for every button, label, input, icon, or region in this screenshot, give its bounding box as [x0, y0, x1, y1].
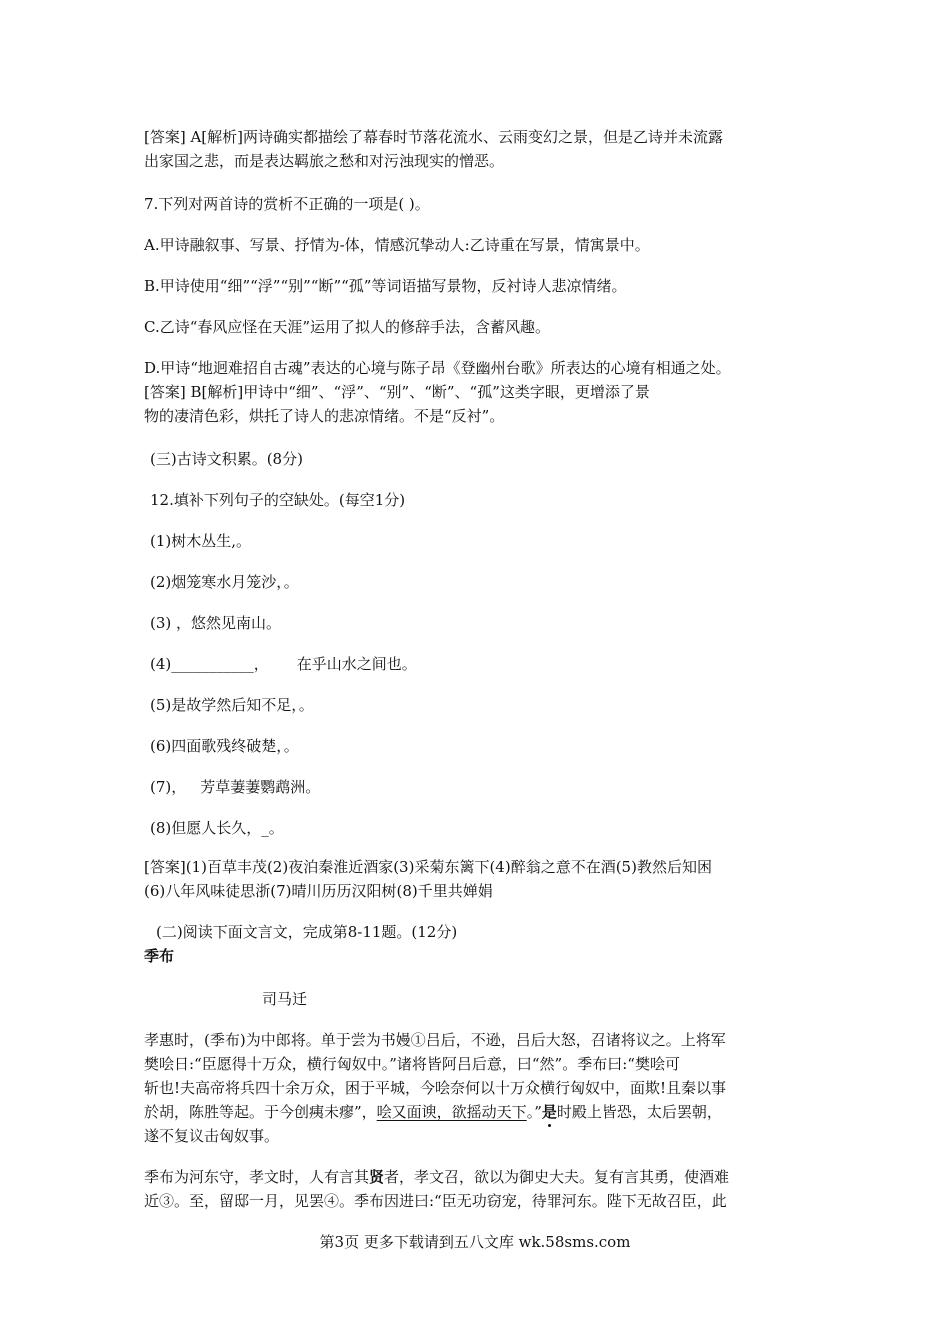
q12-item-7-number: (7)， — [150, 778, 187, 796]
bold-emphasis-char: 贤 — [369, 1168, 385, 1186]
q7-option-c: C.乙诗“春风应怪在天涯”运用了拟人的修辞手法，含蓄风趣。 — [144, 318, 551, 336]
passage-text: 季布为河东守，孝文时，人有言其 — [144, 1168, 370, 1186]
q12-answer-line-1: [答案](1)百草丰茂(2)夜泊秦淮近酒家(3)采菊东篱下(4)醉翁之意不在酒(5)教然后知困 — [144, 858, 712, 876]
passage-title: 季布 — [144, 947, 175, 965]
q7-option-b: B.甲诗使用“细”“浮”“别”“断”“孤”等词语描写景物，反衬诗人悲凉情绪。 — [144, 277, 627, 295]
q7-option-a: A.甲诗融叙事、写景、抒情为-体，情感沉挚动人:乙诗重在写景，情寓景中。 — [144, 236, 650, 254]
passage-p2-line-1 — [144, 1167, 729, 1187]
q7-option-d: D.甲诗“地迥难招自古魂”表达的心境与陈子昂《登幽州台歌》所表达的心境有相通之处。 — [144, 359, 731, 377]
passage-p1-line-3: 斩也!夫高帝将兵四十余万众，困于平城，今哙奈何以十万众横行匈奴中，面欺!且秦以事 — [144, 1079, 727, 1097]
passage-p2-line-2: 近③。至，留邸一月，见罢④。季布因进曰:“臣无功窃宠，待罪河东。陛下无故召臣，此 — [144, 1192, 727, 1210]
passage-author: 司马迁 — [262, 990, 308, 1008]
q7-answer-line-2: 物的凄清色彩，烘托了诗人的悲凉情绪。不是“反衬”。 — [144, 407, 505, 425]
section-2-heading: (二)阅读下面文言文，完成第8-11题。(12分) — [156, 923, 458, 941]
section-3-heading: (三)古诗文积累。(8分) — [150, 450, 303, 468]
underlined-sentence: 哙又面谀，欲摇动天下 — [376, 1103, 527, 1121]
q12-item-4-number: (4) — [150, 655, 172, 673]
passage-p1-line-2: 樊哙日:“臣愿得十万众，横行匈奴中。”诸将皆阿吕后意，曰“然”。季布曰:“樊哙可 — [144, 1055, 680, 1073]
passage-p1-line-5: 遂不复议击匈奴事。 — [144, 1127, 280, 1145]
q12-item-4-blank: ___________， — [171, 655, 269, 673]
q12-answer-line-2: (6)八年风味徒思浙(7)晴川历历汉阳树(8)千里共婵娟 — [144, 882, 493, 900]
q12-item-4-text: 在乎山水之间也。 — [296, 655, 417, 673]
q12-item-3: (3) ，悠然见南山。 — [150, 614, 282, 632]
q7-answer-line-1: [答案] B[解析]甲诗中“细”、“浮”、“别”、“断”、“孤”这类字眼，更增添了景 — [144, 383, 650, 401]
passage-p1-line-1: 孝惠时，(季布)为中郎将。单于尝为书嫚①吕后，不逊，吕后大怒，召诸将议之。上将军 — [144, 1031, 726, 1049]
q12-item-6: (6)四面歌残终破楚，。 — [150, 737, 299, 755]
q12-item-7 — [150, 777, 320, 797]
passage-p1-line-4 — [144, 1102, 722, 1122]
q12-item-7-text: 芳草萋萋鹦鹉洲。 — [200, 778, 321, 796]
passage-text: 时殿上皆恐，太后罢朝， — [556, 1103, 722, 1121]
q12-item-4 — [150, 654, 417, 674]
q7-stem: 7.下列对两首诗的赏析不正确的一项是( )。 — [144, 195, 430, 213]
passage-text: 者，孝文召，欲以为御史大夫。复有言其勇，使酒难 — [384, 1168, 730, 1186]
q6-answer-line-1: [答案] A[解析]两诗确实都描绘了幕春时节落花流水、云雨变幻之景，但是乙诗并未流露 — [144, 128, 724, 146]
q6-answer-line-2: 出家国之悲，而是表达羁旅之愁和对污浊现实的憎恶。 — [144, 152, 505, 170]
q12-item-2: (2)烟笼寒水月笼沙，。 — [150, 573, 299, 591]
page-footer: 第3页 更多下载请到五八文库 wk.58sms.com — [319, 1233, 631, 1251]
passage-text: 於胡，陈胜等起。于今创痍未瘳”， — [144, 1103, 377, 1121]
dotted-emphasis-char: 是 — [541, 1103, 557, 1121]
q12-item-5: (5)是故学然后知不足，。 — [150, 696, 314, 714]
q12-stem: 12.填补下列句子的空缺处。(每空1分) — [150, 491, 406, 509]
passage-text: 。” — [526, 1103, 542, 1121]
q12-item-1: (1)树木丛生,。 — [150, 532, 252, 550]
q12-item-8: (8)但愿人长久，_。 — [150, 819, 284, 837]
